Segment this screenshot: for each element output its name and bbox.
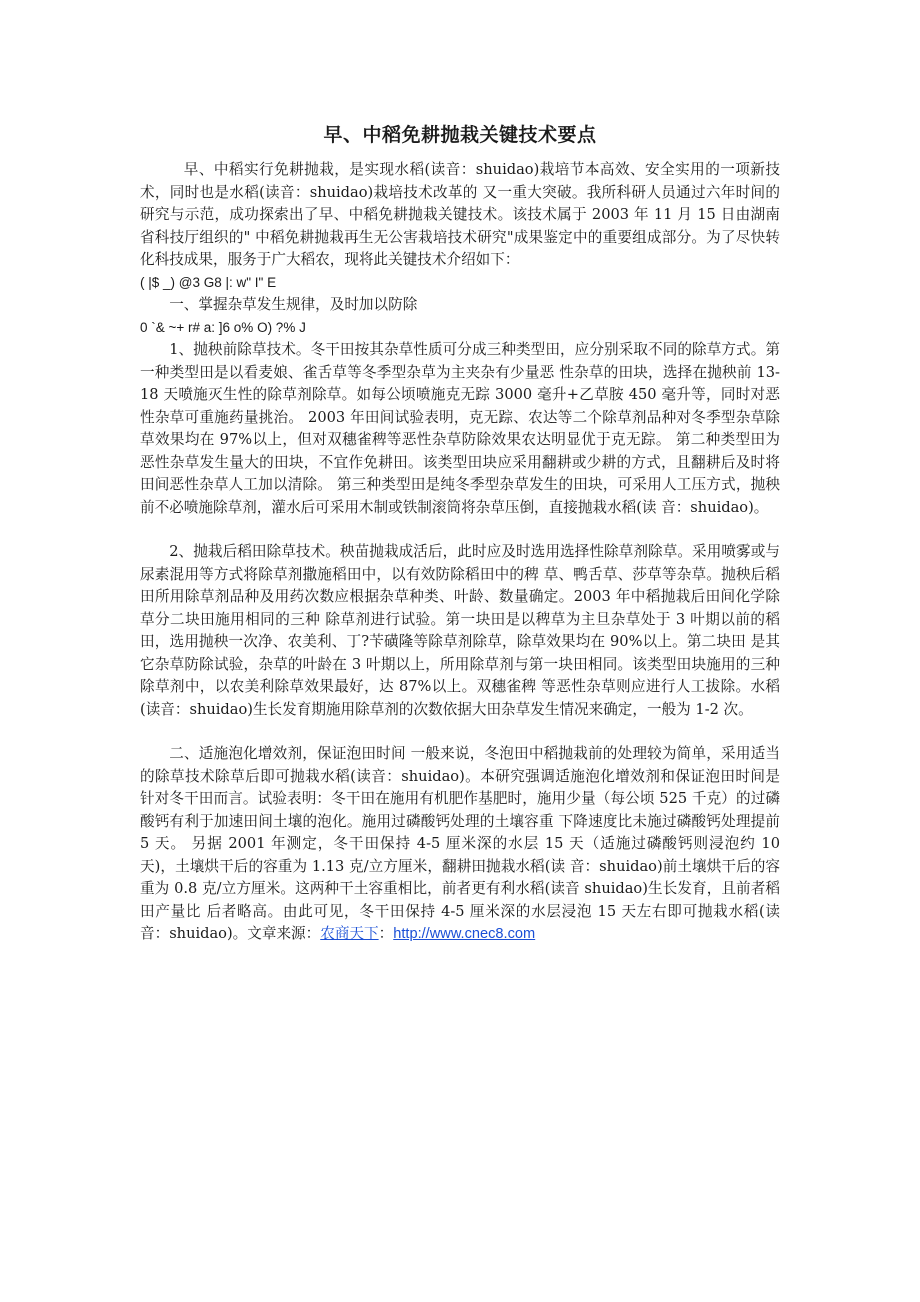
paragraph-spacer: [140, 519, 780, 541]
section-1-heading: 一、掌握杂草发生规律，及时加以防除: [169, 296, 418, 313]
source-separator: ：: [378, 925, 394, 942]
garbled-text-line-1: ( |$ _) @3 G8 |: w" I" E: [140, 274, 277, 290]
section-2-text: 二、适施泡化增效剂，保证泡田时间 一般来说，冬泡田中稻抛栽前的处理较为简单，采用适当的除草技术除草后即可抛栽水稻(读音：shuidao)。本研究强调适施泡化增效剂和保证泡田时间是 针对冬干田而言。试验表明：冬干田在施用有机肥作基肥时，施用少量（每公顷 525 千克）的过磷酸钙有利于加速田间土壤的泡化。施用过磷酸钙处理的土壤容重 下降速度比未施过磷酸钙处理提前 5 天。 另据 2001 年测定，冬干田保持 4-5 厘米深的水层 15 天（适施过磷酸钙则浸泡约 10 天)，土壤烘干后的容重为 1.13 克/立方厘米，翻耕田抛栽水稻(读 音：shuidao)前土壤烘干后的容重为 0.8 克/立方厘米。这两种干土容重相比，前者更有利水稻(读音 shuidao)生长发育，且前者稻田产量比 后者略高。由此可见，冬干田保持 4-5 厘米深的水层浸泡 15 天左右即可抛栽水稻(读音：shuidao)。文章来源：: [140, 745, 780, 942]
source-url-link[interactable]: http://www.cnec8.com: [393, 926, 536, 942]
garbled-text-line-2: 0 `& ~+ r# a: ]6 o% O) ?% J: [140, 319, 306, 335]
paragraph-spacer: [140, 721, 780, 743]
post-transplant-weeding-paragraph: 2、抛栽后稻田除草技术。秧苗抛栽成活后，此时应及时选用选择性除草剂除草。采用喷雾或与尿素混用等方式将除草剂撒施稻田中，以有效防除稻田中的稗 草、鸭舌草、莎草等杂草。抛秧后稻田所用除草剂品种及用药次数应根据杂草种类、叶龄、数量确定。2003 年中稻抛栽后田间化学除草分二块田施用相同的三种 除草剂进行试验。第一块田是以稗草为主旦杂草处于 3 叶期以前的稻田，选用抛秧一次净、农美利、丁?苄磺隆等除草剂除草，除草效果均在 90%以上。第二块田 是其它杂草防除试验，杂草的叶龄在 3 叶期以上，所用除草剂与第一块田相同。该类型田块施用的三种除草剂中，以农美利除草效果最好，达 87%以上。双穗雀稗 等恶性杂草则应进行人工拔除。水稻(读音：shuidao)生长发育期施用除草剂的次数依据大田杂草发生情况来确定，一般为 1-2 次。: [140, 543, 780, 718]
intro-paragraph: 早、中稻实行免耕抛栽，是实现水稻(读音：shuidao)栽培节本高效、安全实用的一项新技术，同时也是水稻(读音：shuidao)栽培技术改革的 又一重大突破。我所科研人员通过六年时间的研究与示范，成功探索出了早、中稻免耕抛栽关键技术。该技术属于 2003 年 11 月 15 日由湖南省科技厅组织的" 中稻免耕抛栽再生无公害栽培技术研究"成果鉴定中的重要组成部分。为了尽快转化科技成果，服务于广大稻农，现将此关键技术介绍如下：: [140, 161, 780, 268]
document-title: 早、中稻免耕抛栽关键技术要点: [323, 124, 597, 146]
section-2-paragraph: [140, 743, 780, 946]
pre-transplant-weeding-paragraph: 1、抛秧前除草技术。冬干田按其杂草性质可分成三种类型田，应分别采取不同的除草方式。第一种类型田是以看麦娘、雀舌草等冬季型杂草为主夹杂有少量恶 性杂草的田块，选择在抛秧前 13-18 天喷施灭生性的除草剂除草。如每公顷喷施克无踪 3000 毫升+乙草胺 450 毫升等，同时对恶性杂草可重施药量挑治。 2003 年田间试验表明，克无踪、农达等二个除草剂品种对冬季型杂草除草效果均在 97%以上，但对双穗雀稗等恶性杂草防除效果农达明显优于克无踪。 第二种类型田为恶性杂草发生量大的田块，不宜作免耕田。该类型田块应采用翻耕或少耕的方式，且翻耕后及时将田间恶性杂草人工加以清除。 第三种类型田是纯冬季型杂草发生的田块，可采用人工压方式，抛秧前不必喷施除草剂，灌水后可采用木制或铁制滚筒将杂草压倒，直接抛栽水稻(读 音：shuidao)。: [140, 341, 780, 516]
source-link[interactable]: 农商天下: [320, 925, 379, 942]
